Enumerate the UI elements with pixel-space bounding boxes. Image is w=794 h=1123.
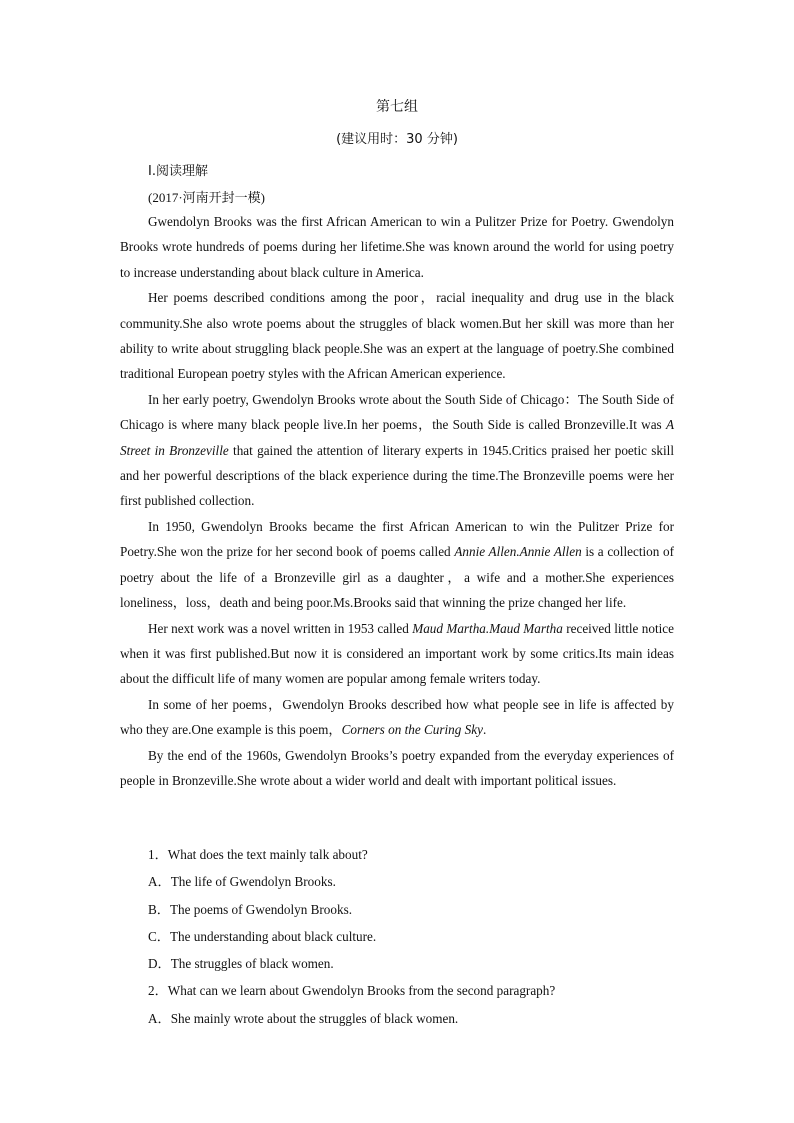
paragraph-7: By the end of the 1960s, Gwendolyn Brooks’s poetry expanded from the everyday experiences of people in Bronzeville.She wrote about a wider world and dealt with important political issues. xyxy=(120,747,674,788)
book-title: Maud Martha.Maud Martha xyxy=(412,620,563,636)
source-note: (2017·河南开封一模) xyxy=(148,190,265,205)
option-a: A．The life of Gwendolyn Brooks. xyxy=(148,874,336,890)
paragraph-2: Her poems described conditions among the poor，racial inequality and drug use in the black community.She also wrote poems about the struggles of black women.But her skill was more than her ability to write about struggling black people.She was an expert at the language of poetry.She combined traditional European poetry styles with the African American experience. xyxy=(120,290,674,382)
paragraph-3: In her early poetry, Gwendolyn Brooks wrote about the South Side of Chicago：The South Side of Chicago is where many black people live.In her poems，the South Side is called Bronzeville.It was A Street in Bronzeville that gained the attention of literary experts in 1945.Critics praised her poetic skill and her powerful descriptions of the black experience during the time.The Bronzeville poems were her first published collection. xyxy=(120,391,674,509)
paragraph-5: Her next work was a novel written in 1953 called Maud Martha.Maud Martha received little notice when it was first published.But now it is considered an important work by some critics.Its main ideas about the difficult life of many women are popular among female writers today. xyxy=(120,620,674,687)
poem-title: Corners on the Curing Sky xyxy=(341,722,483,738)
option-c: C．The understanding about black culture. xyxy=(148,928,377,944)
question-1: 1．What does the text mainly talk about? xyxy=(148,847,368,862)
question-list xyxy=(148,841,555,1032)
option-a: A．She mainly wrote about the struggles of black women. xyxy=(148,1010,459,1026)
suggested-time: (建议用时：30 分钟) xyxy=(336,132,458,147)
reading-passage xyxy=(120,209,674,793)
paragraph-1: Gwendolyn Brooks was the first African American to win a Pulitzer Prize for Poetry. Gwendolyn Brooks wrote hundreds of poems during her lifetime.She was known around the world for using poetry to increase understanding about black culture in America. xyxy=(120,214,674,280)
section-heading: Ⅰ.阅读理解 xyxy=(148,164,208,179)
book-title: Annie Allen.Annie Allen xyxy=(454,544,582,560)
option-d: D．The struggles of black women. xyxy=(148,956,334,972)
page-title: 第七组 xyxy=(376,99,418,115)
question-2: 2．What can we learn about Gwendolyn Brooks from the second paragraph? xyxy=(148,983,556,999)
paragraph-6: In some of her poems，Gwendolyn Brooks described how what people see in life is affected by who they are.One example is this poem，Corners on the Curing Sky. xyxy=(120,696,674,738)
book-title: A Street in Bronzeville xyxy=(120,417,674,458)
paragraph-4: In 1950, Gwendolyn Brooks became the first African American to win the Pulitzer Prize for Poetry.She won the prize for her second book of poems called Annie Allen.Annie Allen is a collection of poetry about the life of a Bronzeville girl as a daughter，a wife and a mother.She experiences loneliness，loss，death and being poor.Ms.Brooks said that winning the prize changed her life. xyxy=(120,518,674,611)
option-b: B．The poems of Gwendolyn Brooks. xyxy=(148,901,353,917)
